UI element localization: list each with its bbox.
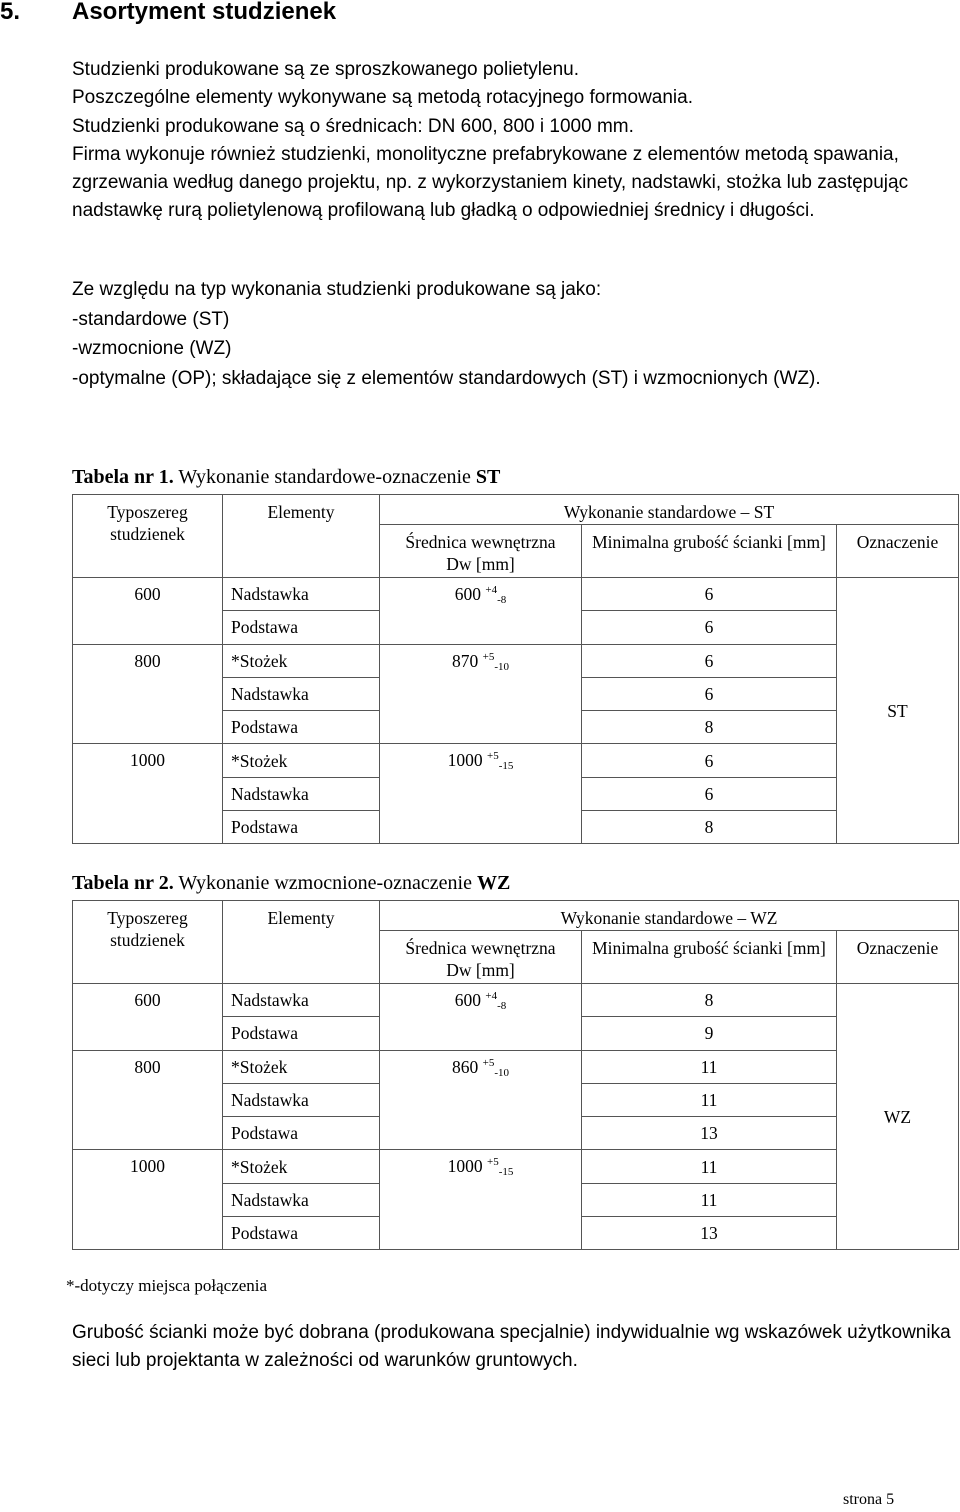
series-cell: 800 xyxy=(73,1050,223,1150)
series-cell: 600 xyxy=(73,578,223,645)
diameter-tolerance-lower: -8 xyxy=(497,594,507,606)
diameter-tolerance-lower: -8 xyxy=(497,1000,507,1012)
diameter-tolerance-upper: +4 xyxy=(485,584,498,596)
element-cell: Podstawa xyxy=(223,1217,380,1250)
table1-caption xyxy=(72,466,500,489)
thickness-cell: 6 xyxy=(582,744,837,777)
diameter-cell xyxy=(380,744,582,844)
types-list xyxy=(72,275,952,394)
thickness-cell: 11 xyxy=(582,1050,837,1083)
table-row xyxy=(73,984,959,1017)
element-cell: Podstawa xyxy=(223,1117,380,1150)
element-cell: *Stożek xyxy=(223,744,380,777)
series-cell: 800 xyxy=(73,644,223,744)
series-cell: 600 xyxy=(73,984,223,1051)
table-standard xyxy=(72,494,959,844)
table-row xyxy=(73,644,959,677)
element-cell: Nadstawka xyxy=(223,1183,380,1216)
element-cell: Nadstawka xyxy=(223,677,380,710)
series-cell: 1000 xyxy=(73,1150,223,1250)
thickness-cell: 9 xyxy=(582,1017,837,1050)
element-cell: *Stożek xyxy=(223,1050,380,1083)
table2-caption-code: WZ xyxy=(477,872,511,894)
closing-text: Grubość ścianki może być dobrana (produkowana specjalnie) indywidualnie wg wskazówek użytkownika sieci lub projektanta w zależności od warunków gruntowych. xyxy=(72,1322,951,1372)
series-cell: 1000 xyxy=(73,744,223,844)
table2-caption-label: Tabela nr 2. xyxy=(72,872,174,894)
diameter-value: 600 xyxy=(454,990,481,1010)
diameter-tolerance-upper: +4 xyxy=(485,990,498,1002)
table2-caption xyxy=(72,872,510,895)
header-srednica: Średnica wewnętrzna Dw [mm] xyxy=(380,931,582,984)
table-row xyxy=(73,744,959,777)
thickness-cell: 6 xyxy=(582,611,837,644)
thickness-cell: 11 xyxy=(582,1183,837,1216)
element-cell: Podstawa xyxy=(223,611,380,644)
diameter-tolerance-lower: -10 xyxy=(494,1066,509,1079)
diameter-tolerance-upper: +5 xyxy=(486,1156,499,1169)
header-group: Wykonanie standardowe – ST xyxy=(380,495,959,525)
diameter-tolerance-upper: +5 xyxy=(482,1056,495,1069)
table1-caption-code: ST xyxy=(475,466,501,488)
thickness-cell: 11 xyxy=(582,1083,837,1116)
diameter-tolerance-lower: -10 xyxy=(494,660,509,673)
types-intro: Ze względu na typ wykonania studzienki produkowane są jako: xyxy=(72,279,602,300)
table-row xyxy=(73,1150,959,1183)
header-typoszereg: Typoszereg studzienek xyxy=(73,901,223,984)
type-item: -standardowe (ST) xyxy=(72,308,230,330)
section-heading xyxy=(0,0,336,26)
thickness-cell: 6 xyxy=(582,677,837,710)
diameter-cell xyxy=(380,578,582,645)
section-title: Asortyment studzienek xyxy=(72,0,337,25)
table1-caption-label: Tabela nr 1. xyxy=(72,466,174,488)
intro-line: Firma wykonuje również studzienki, monolityczne prefabrykowane z elementów metodą spawania, zgrzewania według danego projektu, np. z wykorzystaniem kinety, nadstawki, stożka lub zastępując nadstawkę rurą polietylenową profilowaną lub gładką o odpowiedniej średnicy i długości. xyxy=(72,143,909,222)
header-group: Wykonanie standardowe – WZ xyxy=(380,901,959,931)
table2-caption-text: Wykonanie wzmocnione-oznaczenie xyxy=(173,872,477,894)
diameter-cell xyxy=(380,984,582,1051)
header-typoszereg: Typoszereg studzienek xyxy=(73,495,223,578)
type-item: -wzmocnione (WZ) xyxy=(72,338,232,360)
thickness-cell: 13 xyxy=(582,1117,837,1150)
thickness-cell: 8 xyxy=(582,711,837,744)
thickness-cell: 8 xyxy=(582,811,837,844)
diameter-tolerance-lower: -15 xyxy=(498,1166,514,1179)
diameter-cell xyxy=(380,644,582,744)
thickness-cell: 6 xyxy=(582,578,837,611)
header-elementy: Elementy xyxy=(223,901,380,984)
table1-caption-text: Wykonanie standardowe-oznaczenie xyxy=(173,466,476,488)
diameter-cell xyxy=(380,1050,582,1150)
intro-line: Studzienki produkowane są ze sproszkowanego polietylenu. xyxy=(72,59,579,80)
diameter-cell xyxy=(380,1150,582,1250)
element-cell: Podstawa xyxy=(223,711,380,744)
element-cell: Nadstawka xyxy=(223,984,380,1017)
thickness-cell: 8 xyxy=(582,984,837,1017)
table-row xyxy=(73,578,959,611)
header-grubosc: Minimalna grubość ścianki [mm] xyxy=(582,525,837,578)
diameter-value: 600 xyxy=(454,584,481,604)
page-number: strona 5 xyxy=(843,1491,895,1508)
section-number: 5. xyxy=(0,0,21,25)
element-cell: Nadstawka xyxy=(223,1083,380,1116)
header-srednica: Średnica wewnętrzna Dw [mm] xyxy=(380,525,582,578)
diameter-value: 860 xyxy=(451,1056,479,1077)
designation-cell: WZ xyxy=(837,984,959,1250)
diameter-value: 1000 xyxy=(447,750,483,771)
table-row xyxy=(73,1050,959,1083)
header-oznaczenie: Oznaczenie xyxy=(837,525,959,578)
closing-paragraph xyxy=(72,1319,952,1376)
thickness-cell: 11 xyxy=(582,1150,837,1183)
element-cell: Nadstawka xyxy=(223,777,380,810)
diameter-value: 870 xyxy=(451,650,479,671)
intro-line: Poszczególne elementy wykonywane są metodą rotacyjnego formowania. xyxy=(72,87,693,109)
header-elementy: Elementy xyxy=(223,495,380,578)
thickness-cell: 13 xyxy=(582,1217,837,1250)
diameter-tolerance-lower: -15 xyxy=(498,760,514,773)
thickness-cell: 6 xyxy=(582,644,837,677)
diameter-tolerance-upper: +5 xyxy=(486,750,499,763)
table-reinforced xyxy=(72,900,959,1250)
footnote: *-dotyczy miejsca połączenia xyxy=(66,1276,268,1295)
thickness-cell: 6 xyxy=(582,777,837,810)
element-cell: Nadstawka xyxy=(223,578,380,611)
element-cell: Podstawa xyxy=(223,1017,380,1050)
diameter-value: 1000 xyxy=(447,1156,483,1177)
element-cell: *Stożek xyxy=(223,644,380,677)
element-cell: Podstawa xyxy=(223,811,380,844)
header-grubosc: Minimalna grubość ścianki [mm] xyxy=(582,931,837,984)
element-cell: *Stożek xyxy=(223,1150,380,1183)
designation-cell: ST xyxy=(837,578,959,844)
intro-line: Studzienki produkowane są o średnicach: DN 600, 800 i 1000 mm. xyxy=(72,115,634,137)
type-item: -optymalne (OP); składające się z elementów standardowych (ST) i wzmocnionych (WZ). xyxy=(72,368,821,390)
header-oznaczenie: Oznaczenie xyxy=(837,931,959,984)
intro-paragraph xyxy=(72,56,952,226)
diameter-tolerance-upper: +5 xyxy=(482,650,495,663)
